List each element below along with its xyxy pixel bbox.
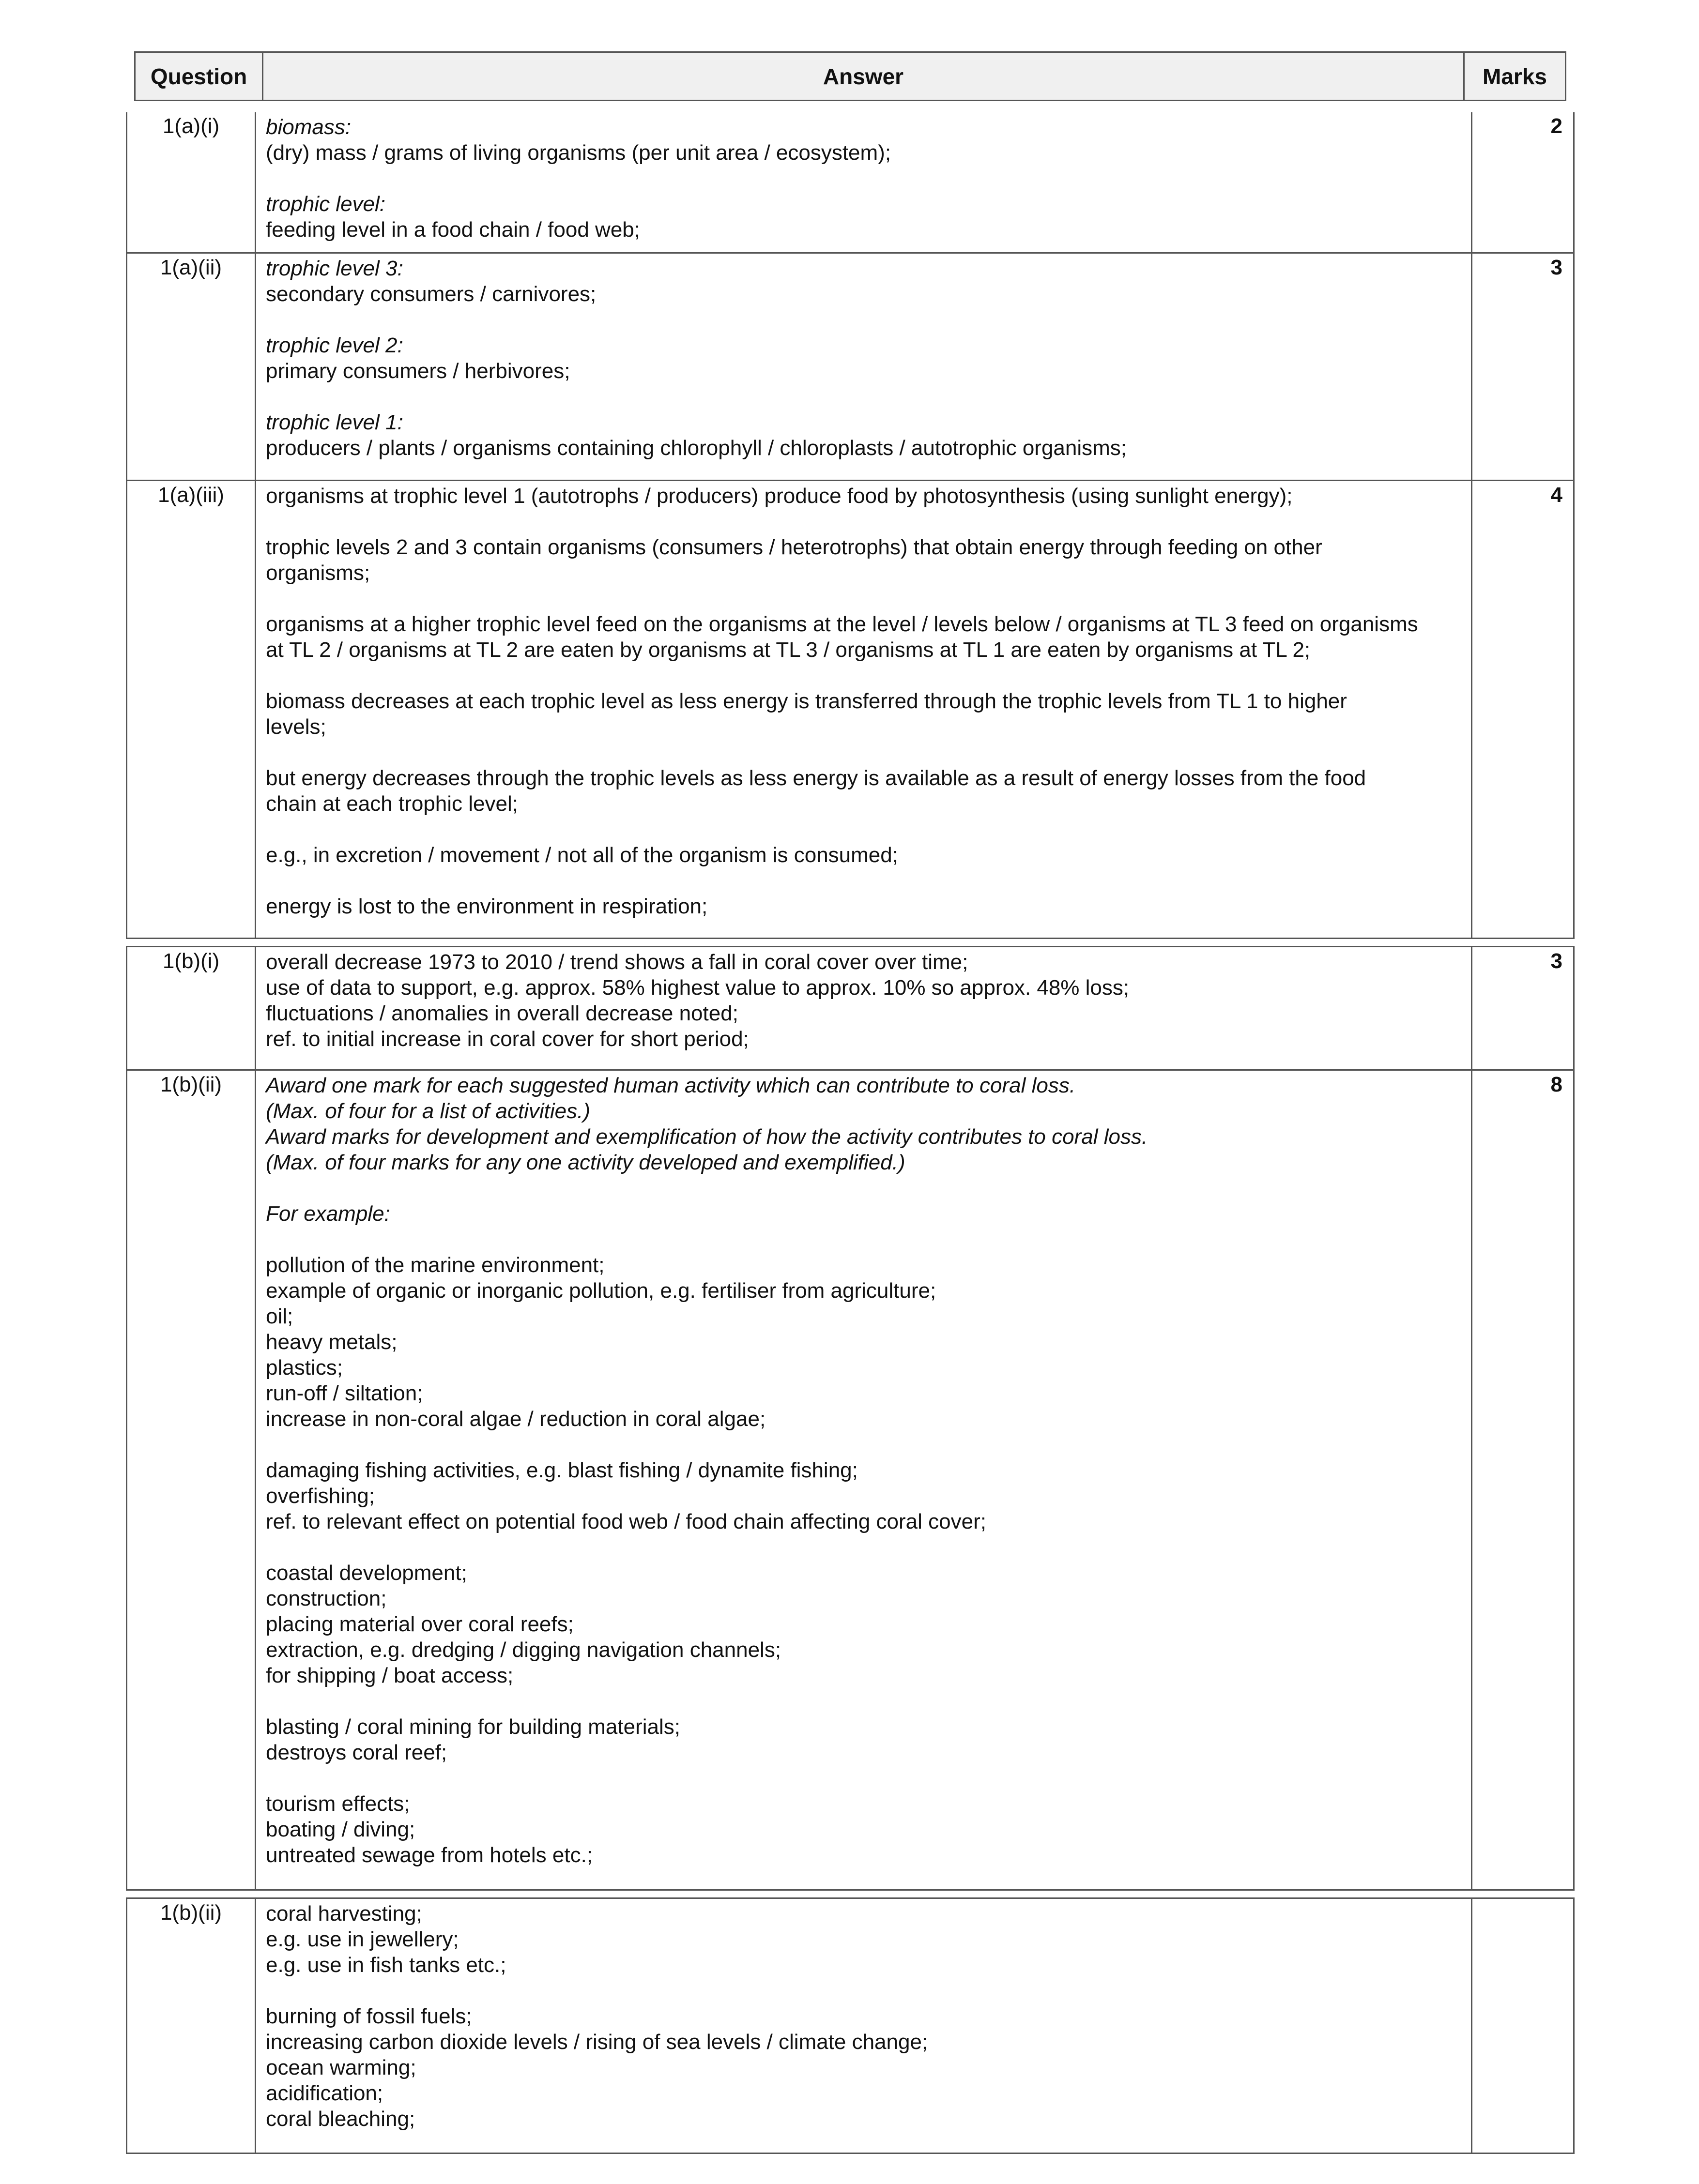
answer-line: levels; bbox=[266, 715, 326, 739]
answer-cell bbox=[256, 1899, 1472, 2153]
answer-line: trophic level 1: bbox=[266, 410, 403, 434]
answer-line: but energy decreases through the trophic levels as less energy is available as a result of energy losses from the food bbox=[266, 766, 1366, 790]
marks-cell: 2 bbox=[1550, 114, 1562, 138]
answer-cell bbox=[256, 947, 1472, 1069]
answer-line: trophic level 2: bbox=[266, 334, 403, 357]
answer-line: (Max. of four for a list of activities.) bbox=[266, 1099, 590, 1123]
answer-line: boating / diving; bbox=[266, 1818, 415, 1841]
answer-line: coastal development; bbox=[266, 1561, 467, 1585]
answer-line: tourism effects; bbox=[266, 1792, 410, 1816]
answer-line: at TL 2 / organisms at TL 2 are eaten by organisms at TL 3 / organisms at TL 1 are eaten by organisms at TL 2; bbox=[266, 638, 1311, 662]
answer-line: for shipping / boat access; bbox=[266, 1664, 514, 1687]
question-cell: 1(a)(ii) bbox=[127, 254, 256, 480]
header-marks: Marks bbox=[1483, 63, 1547, 89]
table-row bbox=[126, 481, 1575, 939]
answer-line: (Max. of four marks for any one activity developed and exemplified.) bbox=[266, 1151, 905, 1174]
table-header bbox=[134, 51, 1566, 101]
answer-line: e.g. use in jewellery; bbox=[266, 1927, 459, 1951]
answer-line: increasing carbon dioxide levels / rising of sea levels / climate change; bbox=[266, 2030, 928, 2054]
table-row bbox=[126, 1071, 1575, 1891]
answer-line: energy is lost to the environment in respiration; bbox=[266, 895, 708, 918]
answer-line: (dry) mass / grams of living organisms (per unit area / ecosystem); bbox=[266, 141, 891, 165]
answer-line: producers / plants / organisms containing chlorophyll / chloroplasts / autotrophic organisms; bbox=[266, 436, 1127, 460]
answer-line: biomass decreases at each trophic level as less energy is transferred through the trophic levels from TL 1 to higher bbox=[266, 689, 1347, 713]
header-answer: Answer bbox=[263, 53, 1465, 100]
answer-line: fluctuations / anomalies in overall decrease noted; bbox=[266, 1001, 738, 1025]
table-row bbox=[126, 254, 1575, 481]
question-cell: 1(b)(i) bbox=[127, 947, 256, 1069]
answer-line: secondary consumers / carnivores; bbox=[266, 282, 597, 306]
answer-line: ref. to relevant effect on potential food web / food chain affecting coral cover; bbox=[266, 1510, 986, 1533]
question-cell: 1(b)(ii) bbox=[127, 1899, 256, 2153]
answer-line: Award one mark for each suggested human activity which can contribute to coral loss. bbox=[266, 1074, 1076, 1097]
answer-line: oil; bbox=[266, 1304, 293, 1328]
answer-line: increase in non-coral algae / reduction in coral algae; bbox=[266, 1407, 766, 1431]
mark-scheme-table bbox=[126, 112, 1575, 2154]
answer-line: organisms at a higher trophic level feed on the organisms at the level / levels below / organisms at TL 3 feed on organisms bbox=[266, 612, 1418, 636]
table-row bbox=[126, 112, 1575, 254]
marks-cell bbox=[1472, 1899, 1573, 2153]
answer-line: feeding level in a food chain / food web; bbox=[266, 218, 640, 242]
answer-line: organisms at trophic level 1 (autotrophs / producers) produce food by photosynthesis (using sunlight energy); bbox=[266, 484, 1293, 508]
answer-line: e.g., in excretion / movement / not all of the organism is consumed; bbox=[266, 843, 898, 867]
table-row bbox=[126, 946, 1575, 1071]
answer-line: plastics; bbox=[266, 1356, 343, 1380]
answer-line: overfishing; bbox=[266, 1484, 375, 1508]
answer-cell bbox=[256, 1071, 1472, 1889]
answer-cell bbox=[256, 254, 1472, 480]
answer-line: chain at each trophic level; bbox=[266, 792, 518, 816]
answer-line: coral harvesting; bbox=[266, 1902, 422, 1926]
answer-line: destroys coral reef; bbox=[266, 1741, 447, 1764]
answer-line: use of data to support, e.g. approx. 58% highest value to approx. 10% so approx. 48% loss; bbox=[266, 976, 1130, 1000]
question-cell: 1(a)(iii) bbox=[127, 481, 256, 938]
answer-line: acidification; bbox=[266, 2081, 383, 2105]
answer-line: pollution of the marine environment; bbox=[266, 1253, 605, 1277]
answer-line: trophic level 3: bbox=[266, 257, 403, 280]
answer-line: heavy metals; bbox=[266, 1330, 398, 1354]
answer-line: blasting / coral mining for building materials; bbox=[266, 1715, 680, 1739]
marks-cell: 3 bbox=[1550, 949, 1562, 973]
answer-line: organisms; bbox=[266, 561, 370, 585]
answer-line: ocean warming; bbox=[266, 2056, 416, 2079]
answer-line: For example: bbox=[266, 1202, 390, 1226]
answer-cell bbox=[256, 481, 1472, 938]
answer-line: untreated sewage from hotels etc.; bbox=[266, 1843, 593, 1867]
answer-line: extraction, e.g. dredging / digging navigation channels; bbox=[266, 1638, 781, 1662]
answer-line: coral bleaching; bbox=[266, 2107, 415, 2131]
marks-cell: 3 bbox=[1550, 256, 1562, 279]
answer-line: trophic levels 2 and 3 contain organisms (consumers / heterotrophs) that obtain energy through feeding on other bbox=[266, 535, 1322, 559]
answer-line: burning of fossil fuels; bbox=[266, 2004, 472, 2028]
answer-line: biomass: bbox=[266, 115, 352, 139]
marks-cell: 4 bbox=[1550, 483, 1562, 507]
question-cell: 1(b)(ii) bbox=[127, 1071, 256, 1889]
answer-line: construction; bbox=[266, 1587, 387, 1610]
answer-line: placing material over coral reefs; bbox=[266, 1612, 574, 1636]
answer-line: Award marks for development and exemplification of how the activity contributes to coral loss. bbox=[266, 1125, 1148, 1149]
answer-line: example of organic or inorganic pollution, e.g. fertiliser from agriculture; bbox=[266, 1279, 936, 1303]
answer-cell bbox=[256, 112, 1472, 252]
answer-line: run-off / siltation; bbox=[266, 1381, 423, 1405]
table-row bbox=[126, 1897, 1575, 2154]
answer-line: e.g. use in fish tanks etc.; bbox=[266, 1953, 506, 1977]
header-question: Question bbox=[136, 53, 263, 100]
answer-line: primary consumers / herbivores; bbox=[266, 359, 570, 383]
answer-line: trophic level: bbox=[266, 192, 386, 216]
answer-line: overall decrease 1973 to 2010 / trend shows a fall in coral cover over time; bbox=[266, 950, 968, 974]
answer-line: damaging fishing activities, e.g. blast fishing / dynamite fishing; bbox=[266, 1458, 858, 1482]
question-cell: 1(a)(i) bbox=[127, 112, 256, 252]
answer-line: ref. to initial increase in coral cover for short period; bbox=[266, 1027, 749, 1051]
marks-cell: 8 bbox=[1550, 1073, 1562, 1096]
